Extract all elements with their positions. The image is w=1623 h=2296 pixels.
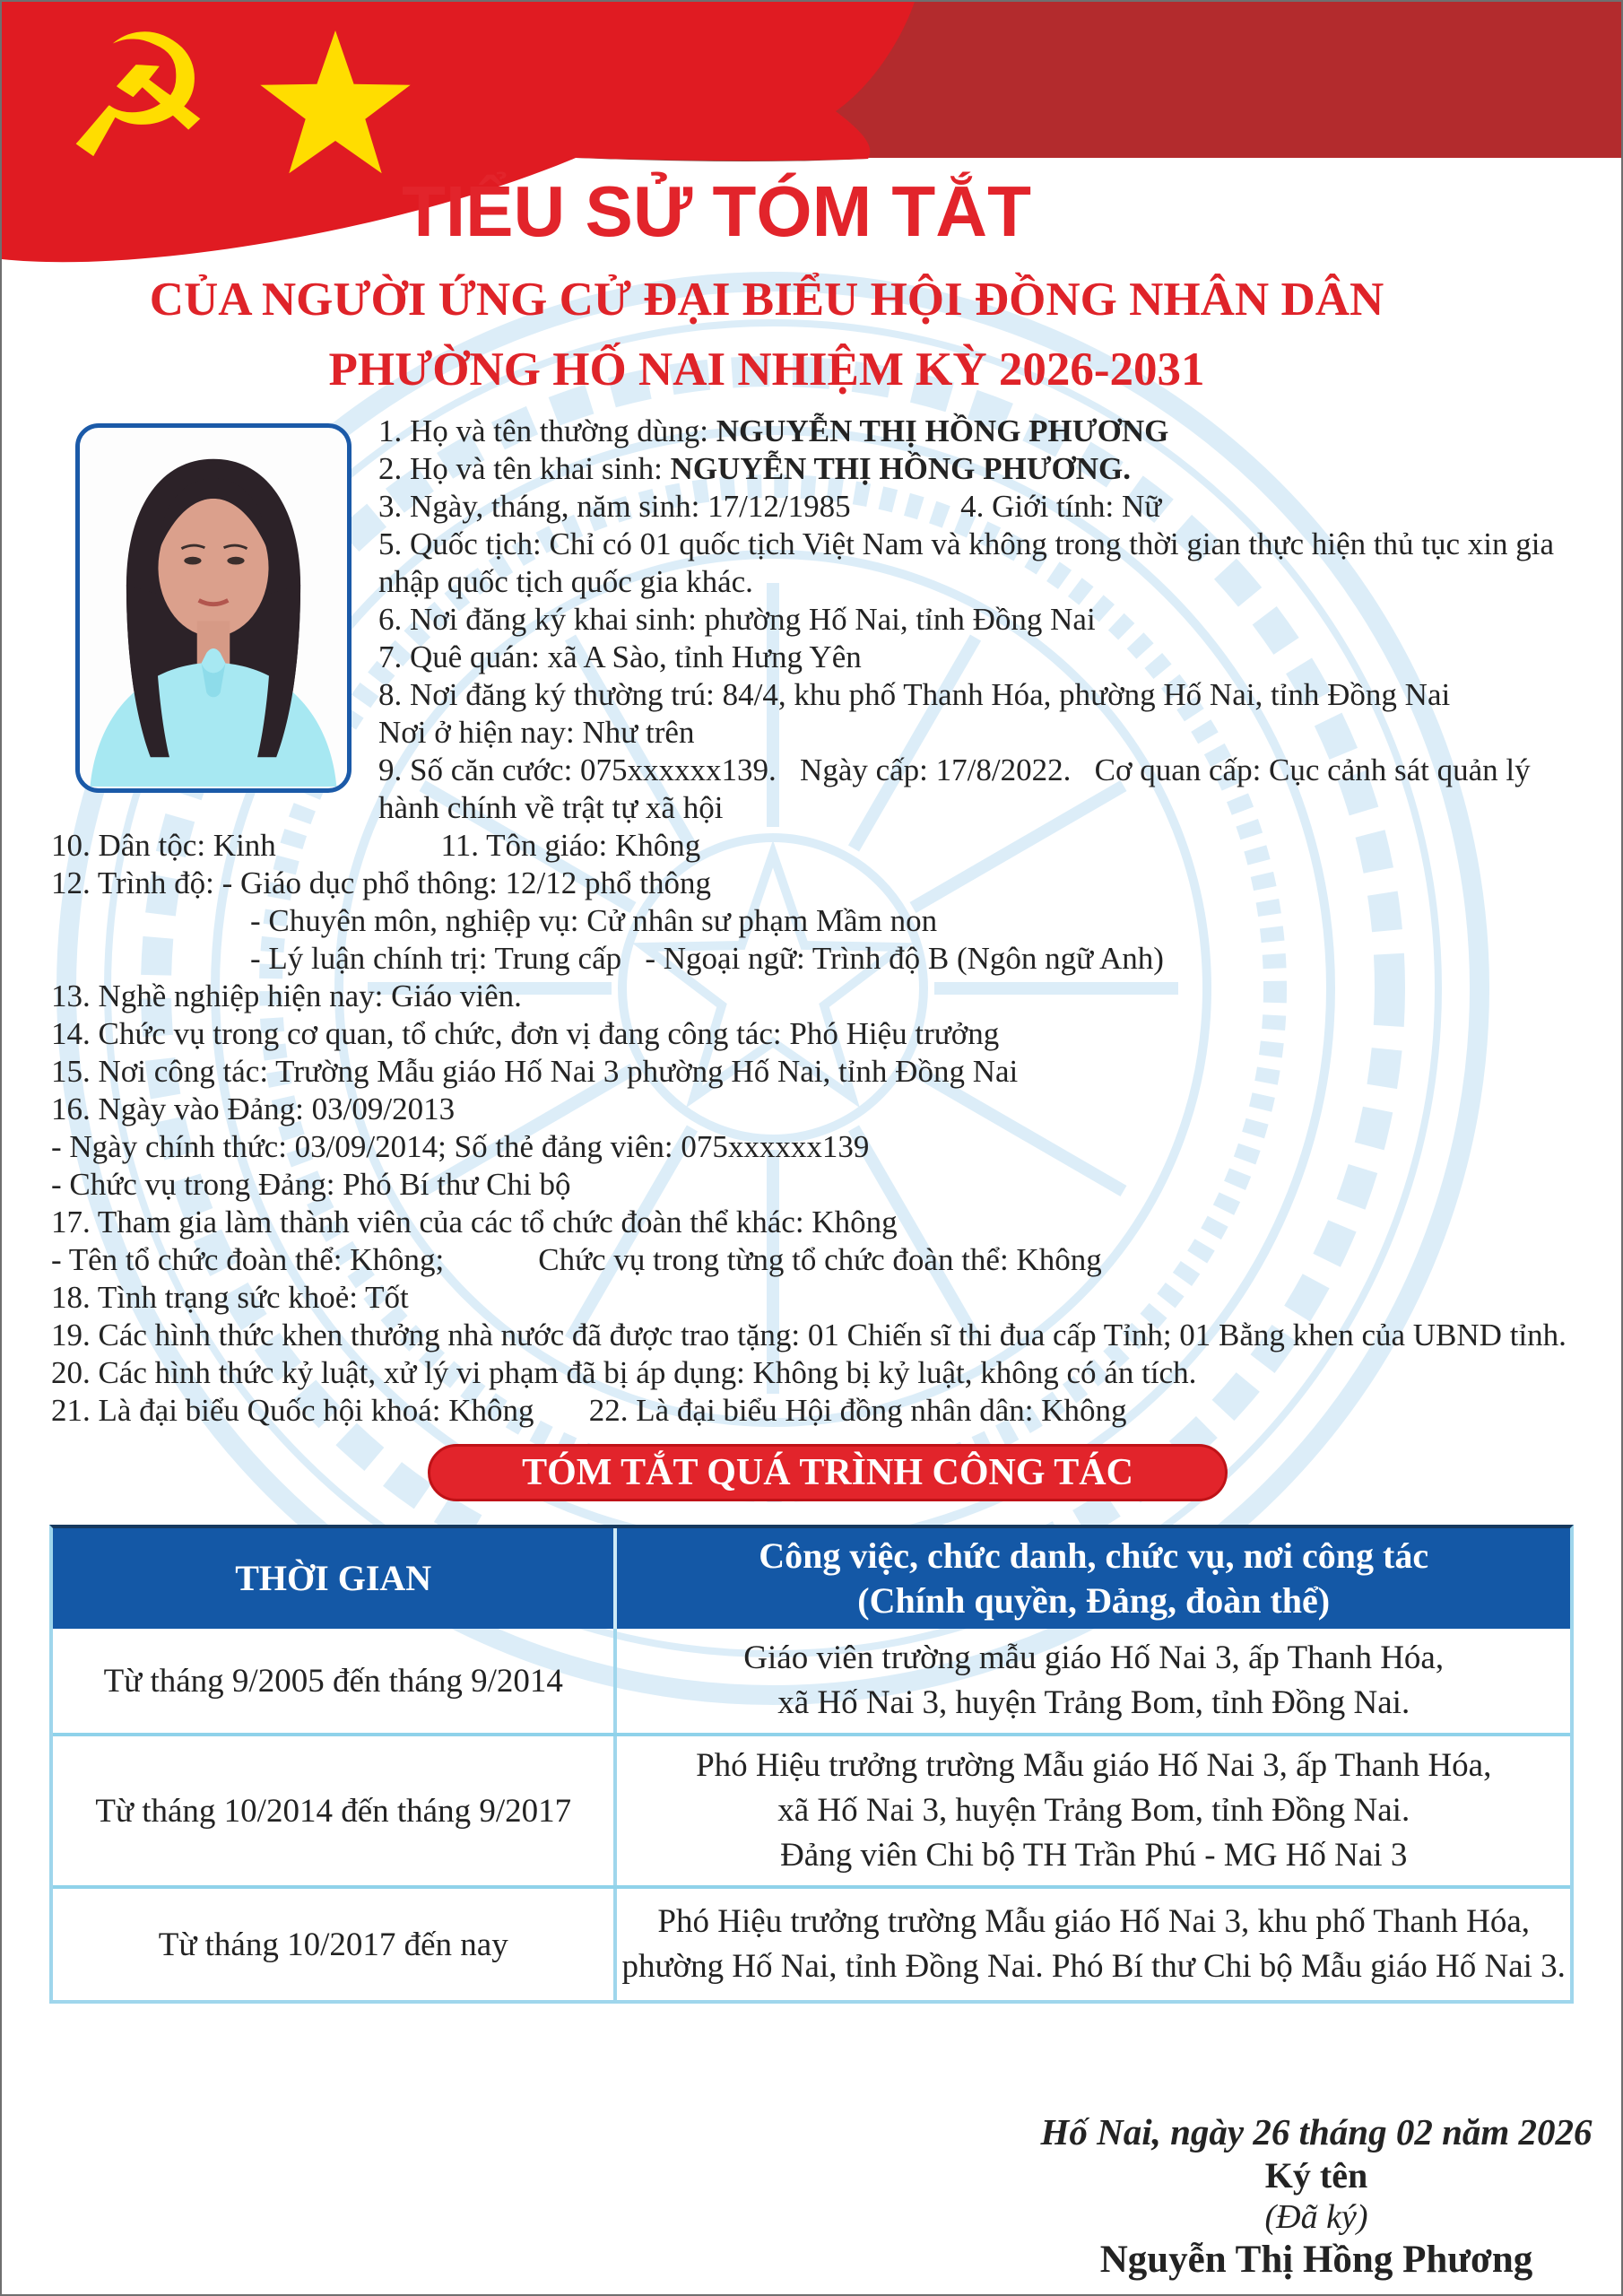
bio-item-2-value: NGUYỄN THỊ HỒNG PHƯƠNG. [670,451,1132,486]
signature-label: Ký tên [1264,2155,1368,2196]
bio-item-14: 14. Chức vụ trong cơ quan, tổ chức, đơn vị đang công tác: Phó Hiệu trưởng [51,1016,1000,1051]
table-row [53,1629,1570,1733]
job-line: Đảng viên Chi bộ TH Trần Phú - MG Hố Nai 3 [780,1837,1408,1874]
career-table-header-time: THỜI GIAN [53,1528,617,1629]
bio-item-1-value: NGUYỄN THỊ HỒNG PHƯƠNG [716,413,1169,448]
career-table-header-job-line2: (Chính quyền, Đảng, đoàn thể) [857,1580,1331,1621]
bio-items-beside-photo [378,413,1584,827]
bio-item-2 [378,450,1584,488]
row-time-cell: Từ tháng 10/2017 đến nay [53,1889,617,2000]
candidate-photo [75,423,352,793]
row-time-cell: Từ tháng 10/2014 đến tháng 9/2017 [53,1736,617,1885]
bio-item-8: 8. Nơi đăng ký thường trú: 84/4, khu phố Thanh Hóa, phường Hố Nai, tỉnh Đồng Nai [378,677,1451,712]
row-job-cell [617,1889,1570,2000]
bio-items-full-width [51,827,1575,1430]
bio-item-2-label: 2. Họ và tên khai sinh: [378,451,671,486]
bio-item-20: 20. Các hình thức kỷ luật, xử lý vi phạm đã bị áp dụng: Không bị kỷ luật, không có án tích. [51,1355,1197,1390]
bio-item-19: 19. Các hình thức khen thưởng nhà nước đã được trao tặng: 01 Chiến sĩ thi đua cấp Tỉnh; 01 Bằng khen của UBND tỉnh. [51,1318,1567,1352]
bio-item-7: 7. Quê quán: xã A Sào, tỉnh Hưng Yên [378,639,862,674]
bio-item-16: 16. Ngày vào Đảng: 03/09/2013 [51,1091,456,1126]
bio-item-16c: - Chức vụ trong Đảng: Phó Bí thư Chi bộ [51,1167,571,1202]
career-section-title: TÓM TẮT QUÁ TRÌNH CÔNG TÁC [428,1444,1228,1501]
job-line: Giáo viên trường mẫu giáo Hố Nai 3, ấp Thanh Hóa, [743,1639,1445,1676]
career-table-header-job [617,1528,1570,1629]
bio-item-12b: - Chuyên môn, nghiệp vụ: Cử nhân sư phạm Mầm non [250,903,938,938]
page-title: TIỂU SỬ TÓM TẮT [402,171,1031,251]
career-table [49,1525,1574,2004]
job-line: xã Hố Nai 3, huyện Trảng Bom, tỉnh Đồng Nai. [777,1684,1410,1721]
bio-item-16b: - Ngày chính thức: 03/09/2014; Số thẻ đảng viên: 075xxxxxx139 [51,1129,870,1164]
bio-item-17: 17. Tham gia làm thành viên của các tổ chức đoàn thể khác: Không [51,1205,898,1239]
signature-name: Nguyễn Thị Hồng Phương [1099,2239,1533,2281]
bio-item-1-label: 1. Họ và tên thường dùng: [378,413,716,448]
bio-item-21-22: 21. Là đại biểu Quốc hội khoá: Không 22. Là đại biểu Hội đồng nhân dân: Không [51,1393,1127,1428]
bio-item-12c: - Lý luận chính trị: Trung cấp - Ngoại ngữ: Trình độ B (Ngôn ngữ Anh) [250,941,1164,976]
row-time-cell: Từ tháng 9/2005 đến tháng 9/2014 [53,1629,617,1733]
signature-signed-note: (Đã ký) [1264,2198,1368,2236]
signature-block [1029,2109,1603,2283]
row-job-cell [617,1736,1570,1885]
bio-item-9: 9. Số căn cước: 075xxxxxx139. Ngày cấp: 17/8/2022. Cơ quan cấp: Cục cảnh sát quản lý hành chính về trật tự xã hội [378,752,1539,825]
job-line: Phó Hiệu trưởng trường Mẫu giáo Hố Nai 3, ấp Thanh Hóa, [696,1747,1492,1784]
bio-item-12: 12. Trình độ: - Giáo dục phổ thông: 12/12 phổ thông [51,865,711,900]
career-table-header-job-line1: Công việc, chức danh, chức vụ, nơi công tác [759,1535,1429,1576]
bio-item-17b: - Tên tổ chức đoàn thể: Không; Chức vụ trong từng tổ chức đoàn thể: Không [51,1242,1102,1277]
row-job-cell [617,1629,1570,1733]
subtitle [0,271,1576,398]
bio-item-15: 15. Nơi công tác: Trường Mẫu giáo Hố Nai 3 phường Hố Nai, tỉnh Đồng Nai [51,1054,1019,1089]
header-banner [2,2,1623,269]
job-line: phường Hố Nai, tỉnh Đồng Nai. Phó Bí thư Chi bộ Mẫu giáo Hố Nai 3. [621,1948,1566,1985]
bio-item-1 [378,413,1584,450]
hammer-sickle-icon: ☭ [61,2,215,196]
job-line: xã Hố Nai 3, huyện Trảng Bom, tỉnh Đồng Nai. [777,1792,1410,1829]
career-table-header-row [53,1528,1570,1629]
bio-item-8b: Nơi ở hiện nay: Như trên [378,715,695,750]
bio-item-13: 13. Nghề nghiệp hiện nay: Giáo viên. [51,978,522,1013]
signature-place-date: Hố Nai, ngày 26 tháng 02 năm 2026 [1040,2111,1593,2152]
subtitle-line-2: PHƯỜNG HỐ NAI NHIỆM KỲ 2026-2031 [328,344,1205,396]
bio-item-6: 6. Nơi đăng ký khai sinh: phường Hố Nai, tỉnh Đồng Nai [378,602,1096,637]
bio-item-3-4: 3. Ngày, tháng, năm sinh: 17/12/1985 4. Giới tính: Nữ [378,489,1162,524]
table-row [53,1885,1570,2000]
bio-item-18: 18. Tình trạng sức khoẻ: Tốt [51,1280,409,1315]
portrait-graphic [80,428,347,788]
job-line: Phó Hiệu trưởng trường Mẫu giáo Hố Nai 3, khu phố Thanh Hóa, [657,1903,1530,1940]
bio-item-10-11: 10. Dân tộc: Kinh 11. Tôn giáo: Không [51,828,701,863]
table-row [53,1733,1570,1885]
bio-section [2,404,1621,1430]
subtitle-line-1: CỦA NGƯỜI ỨNG CỬ ĐẠI BIỂU HỘI ĐỒNG NHÂN DÂN [149,274,1384,326]
bio-item-5: 5. Quốc tịch: Chỉ có 01 quốc tịch Việt Nam và không trong thời gian thực hiện thủ tục xin gia nhập quốc tịch quốc gia khác. [378,526,1562,599]
